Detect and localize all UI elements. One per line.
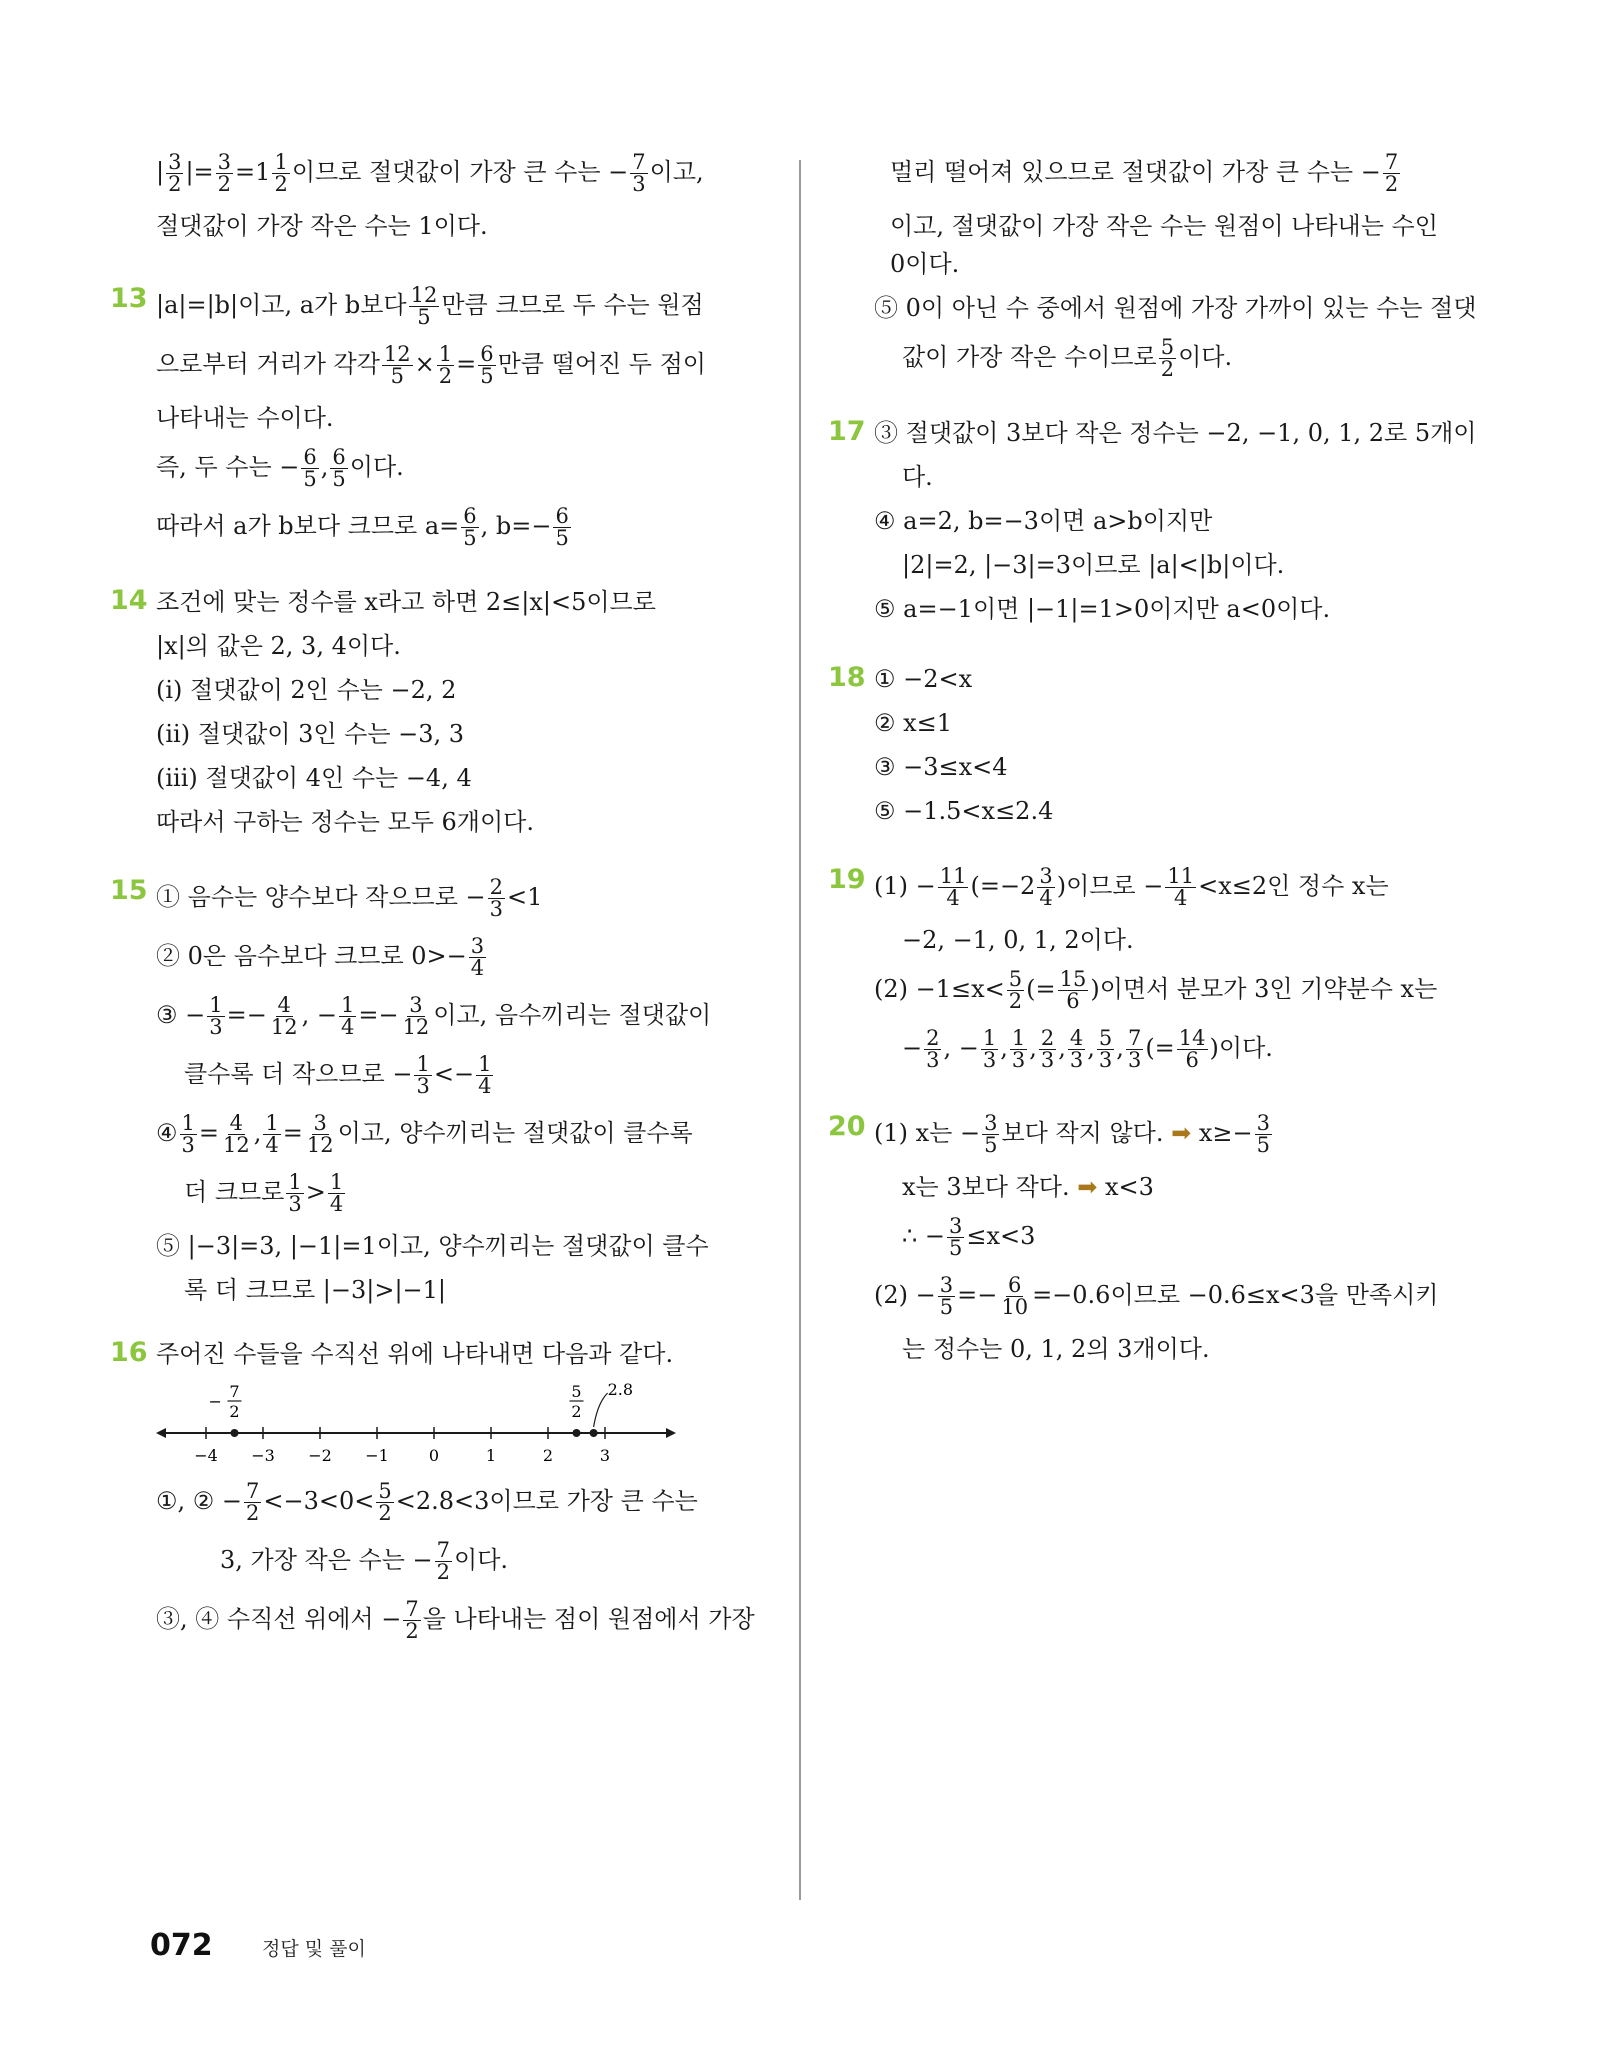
problem-number: 15 — [110, 875, 148, 906]
point-neg-7-2 — [231, 1429, 239, 1437]
tick-label: −4 — [194, 1446, 218, 1465]
problem-18: 18 ① −2<x ② x≤1 ③ −3≤x<4 ⑤ −1.5<x≤2.4 — [828, 662, 1054, 825]
number-line — [156, 1381, 676, 1473]
arrow-right-icon: ➡ — [1077, 1173, 1098, 1201]
problem-14: 14 조건에 맞는 정수를 x라고 하면 2≤|x|<5이므로 |x|의 값은 2, 3, 4이다. (i) 절댓값이 2인 수는 −2, 2 (ii) 절댓값이 3인 수는 −3, 3 (iii) 절댓값이 4인 수는 −4, 4 따라서 구하는 정수는 모두 6개이다. — [110, 585, 656, 836]
problem-number: 19 — [828, 864, 866, 895]
tick-label: −1 — [365, 1446, 389, 1465]
problem-number: 17 — [828, 416, 866, 447]
tick-label: 0 — [428, 1446, 440, 1465]
problem-number: 18 — [828, 662, 866, 693]
arrow-right-icon: ➡ — [1171, 1119, 1192, 1147]
label-neg-denominator: 2 — [229, 1402, 240, 1421]
label-neg-numerator: 7 — [229, 1382, 240, 1401]
problem-15: 15 ① 음수는 양수보다 작으므로 − $\frac{2}{3}$ <1 ② 0은 음수보다 크므로 0>− $\frac{3}{4}$ ③ − $\frac{1}{3}$ =− $\frac{4}{12}$ , − $\frac{1}{4}$ =− $\frac{3}{12}$ 이고, 음수끼리는 절댓값이 클수록 더 작으므로 − $\frac{1}{3}$ <− $\frac{1}{4}$ ④ $\frac{1}{3}$ = $\frac{4}{12}$ , $\frac{1}{4}$ = $\frac{3}{12}$ 이고, 양수끼리는 절댓값이 클수록 더 크므로 $\frac{1}{3}$ > $\frac{1}{4}$ ⑤ |−3|=3, |−1|=1이고, 양수끼리는 절댓값이 클수 록 더 크므로 |−3|>|−1| — [110, 875, 712, 1304]
problem-number: 14 — [110, 585, 148, 616]
point-5-2 — [573, 1429, 581, 1437]
problem-20: 20 (1) x는 − $\frac{3}{5}$ 보다 작지 않다. ➡ x≥− $\frac{3}{5}$ x는 3보다 작다. ➡ x<3 ∴ − $\frac{3}{5}$ ≤x<3 (2) − $\frac{3}{5}$ =− $\frac{6}{10}$ =−0.6이므로 −0.6≤x<3을 만족시키 는 정수는 0, 1, 2의 3개이다. — [828, 1111, 1439, 1363]
left-column — [110, 150, 776, 1656]
problem-16-continued: 멀리 떨어져 있으므로 절댓값이 가장 큰 수는 − $\frac{7}{2}$ 이고, 절댓값이 가장 작은 수는 원점이 나타내는 수인 0이다. ⑤ 0이 아닌 수 중에서 원점에 가장 가까이 있는 수는 절댓 값이 가장 작은 수이므로 $\frac{5}{2}$ 이다. — [874, 150, 1477, 381]
page-number: 072 — [150, 1928, 213, 1963]
arrow-2-8-icon — [594, 1393, 608, 1427]
label-2-8: 2.8 — [607, 1381, 634, 1399]
arrow-left-icon — [156, 1428, 166, 1438]
problem-19: 19 (1) − $\frac{11}{4}$ (=−2 $\frac{3}{4}$ )이므로 − $\frac{11}{4}$ <x≤2인 정수 x는 −2, −1, 0, 1, 2이다. (2) −1≤x< $\frac{5}{2}$ (= $\frac{15}{6}$ )이면서 분모가 3인 기약분수 x는 − $\frac{2}{3}$ , − $\frac{1}{3}$ , $\frac{1}{3}$ , $\frac{2}{3}$ , $\frac{4}{3}$ , $\frac{5}{3}$ , $\frac{7}{3}$ (= $\frac{14}{6}$ )이다. — [828, 864, 1438, 1072]
label-neg-sign: − — [208, 1392, 222, 1411]
intro-block: | $\frac{3}{2}$ |= $\frac{3}{2}$ =1 $\frac{1}{2}$ 이므로 절댓값이 가장 큰 수는 − $\frac{7}{3}$ 이고, 절댓값이 가장 작은 수는 1이다. — [156, 150, 704, 240]
label-pos-denominator: 2 — [571, 1402, 582, 1421]
problem-number: 20 — [828, 1111, 866, 1142]
problem-16: 16 주어진 수들을 수직선 위에 나타내면 다음과 같다. −4 −3 −2 −1 0 1 2 3 − 7 2 5 2 2.8 ①, ② − $\frac{7}{2}$ <−3<0< $\frac{5}{2}$ <2.8<3이므로 가장 큰 수는 3, 가장 작은 수는 − $\frac{7}{2}$ 이다. ③, ④ 수직선 위에서 − $\frac{7}{2}$ 을 나타내는 점이 원점에서 가장 — [110, 1337, 755, 1643]
label-pos-numerator: 5 — [571, 1382, 582, 1401]
point-2-8 — [590, 1429, 598, 1437]
tick-label: −3 — [251, 1446, 275, 1465]
column-divider — [799, 160, 801, 1900]
arrow-right-icon — [666, 1428, 676, 1438]
problem-number: 13 — [110, 283, 148, 314]
tick-label: 3 — [599, 1446, 611, 1465]
tick-label: 1 — [485, 1446, 497, 1465]
problem-number: 16 — [110, 1337, 148, 1368]
right-column — [828, 150, 1477, 1376]
problem-13: 13 |a|=|b|이고, a가 b보다 $\frac{12}{5}$ 만큼 크므로 두 수는 원점 으로부터 거리가 각각 $\frac{12}{5}$ × $\frac{1}{2}$ = $\frac{6}{5}$ 만큼 떨어진 두 점이 나타내는 수이다. 즉, 두 수는 − $\frac{6}{5}$ , $\frac{6}{5}$ 이다. 따라서 a가 b보다 크므로 a= $\frac{6}{5}$ , b=− $\frac{6}{5}$ — [110, 283, 706, 550]
problem-17: 17 ③ 절댓값이 3보다 작은 정수는 −2, −1, 0, 1, 2로 5개이 다. ④ a=2, b=−3이면 a>b이지만 |2|=2, |−3|=3이므로 |a|<|b|이다. ⑤ a=−1이면 |−1|=1>0이지만 a<0이다. — [828, 416, 1477, 623]
tick-label: 2 — [542, 1446, 554, 1465]
tick-label: −2 — [308, 1446, 332, 1465]
footer-label: 정답 및 풀이 — [262, 1938, 366, 1960]
